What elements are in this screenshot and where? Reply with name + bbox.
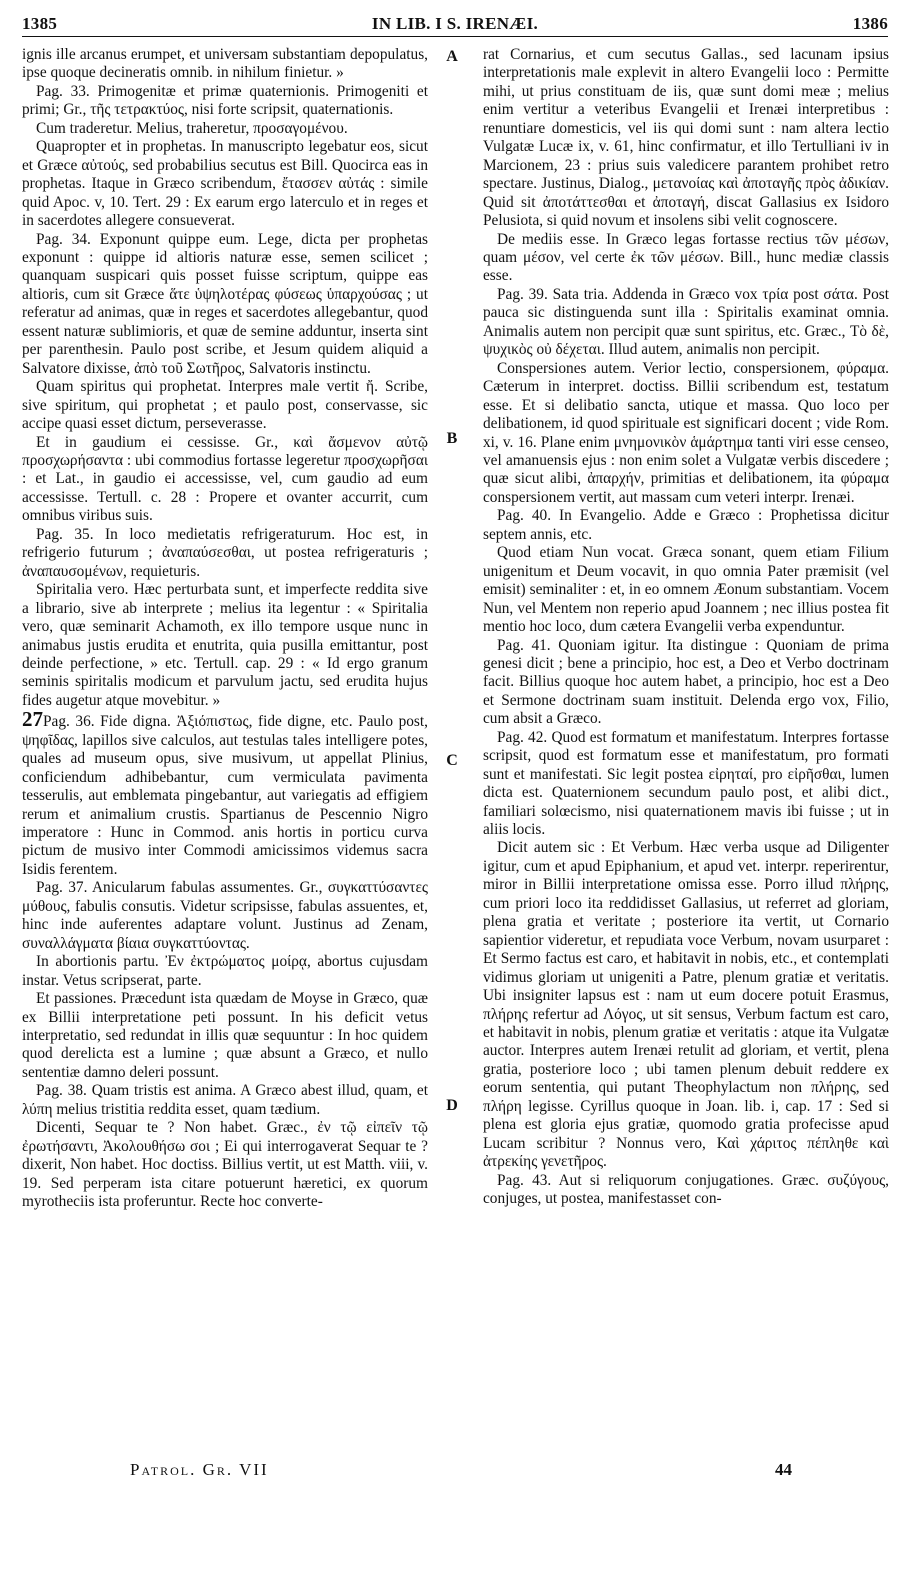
paragraph: Et in gaudium ei cessisse. Gr., καὶ ἄσμενον αὐτῷ προσχωρήσαντα : ubi commodius fortasse legeretur προσχωρῆσαι : et Lat., in gaudio ei accessisse, vel, cum gaudio ad eum accessisse. Tertull. c. 28 : Propere et ovanter accurrit, cum omnibus viribus suis. xyxy=(22,433,428,525)
page-number-right: 1386 xyxy=(852,14,888,33)
paragraph: Quod etiam Nun vocat. Græca sonant, quem etiam Filium unigenitum et Deum vocavit, in quo omnia Pater præmisit (vel emisit) seminaliter : et, in eo omnem Æonum substantiam. Vocem Nun, vel Mentem non reperio apud Joannem ; nec illius postea fit mentio hoc loco, dum cætera Evangelii verba expenduntur. xyxy=(483,544,889,636)
paragraph: Dicenti, Sequar te ? Non habet. Græc., ἐν τῷ εἰπεῖν τῷ ἐρωτήσαντι, Ἀκολουθήσω σοι ; Ei qui interrogaverat Sequar te ? dixerit, Non habet. Hoc doctiss. Billius vertit, ut est Matth. viii, v. 19. Sed perperam ista citare potuerunt hæretici, ex quorum myrotheciis ista proferuntur. Recte hoc converte- xyxy=(22,1119,428,1211)
paragraph: Pag. 33. Primogenitæ et primæ quaternionis. Primogeniti et primi; Gr., τῆς τετρακτύος, nisi forte scripsit, quaternationis. xyxy=(22,82,428,119)
running-header xyxy=(22,14,888,37)
paragraph: Pag. 42. Quod est formatum et manifestatum. Interpres fortasse scripsit, quod est formatum esse et manifestatum, pro formati sunt et manifestati. Sic legit postea εἰρηταί, pro εἰρῆσθαι, lumen dicta est. Quaternionem secundum paulo post, et alibi dict., familiari solœcismo, nisi quaternationem mavis ibi fuisse ; ut in aliis locis. xyxy=(483,728,889,839)
margin-marker-b: B xyxy=(446,430,458,447)
paragraph: Pag. 35. In loco medietatis refrigeraturum. Hoc est, in refrigerio futurum ; ἀναπαύσεσθαι, ut postea refrigeraturis ; ἀναπαυσομένων, requieturis. xyxy=(22,525,428,580)
paragraph: Spiritalia vero. Hæc perturbata sunt, et imperfecte reddita sive a librario, sive ab interprete ; melius ita legentur : « Spiritalia vero, quæ seminarit Achamoth, ex illo tempore usque nunc in animabus justis erudita et enutrita, quia pusilla emittantur, post deinde perfectione, » etc. Tertull. cap. 29 : « Id ergo granum seminis spiritalis modicum et parvulum jactu, sed erudita hujus fides augetur atque movebitur. » xyxy=(22,581,428,709)
left-column xyxy=(22,46,428,1212)
paragraph: Pag. 40. In Evangelio. Adde e Græco : Prophetissa dicitur septem annis, etc. xyxy=(483,507,889,543)
page-number-left: 1385 xyxy=(22,14,58,33)
paragraph: Pag. 43. Aut si reliquorum conjugationes. Græc. συζύγους, conjuges, ut postea, manifestasset con- xyxy=(483,1171,889,1208)
paragraph: Cum traderetur. Melius, traheretur, προσαγομένου. xyxy=(36,119,348,137)
running-title: IN LIB. I S. IRENÆI. xyxy=(371,14,539,33)
paragraph: rat Cornarius, et cum secutus Gallas., sed lacunam ipsius interpretationis male explevit in altero Evangelii loco : Permitte mihi, ut prius constituam de iis, quæ sunt domi meæ ; melius enim vertitur a veteribus Evangelii et Irenæi interpretibus : renuntiare domesticis, vel iis qui domi sunt : nam altera lectio Vulgatæ Lucæ ix, v. 61, hinc confirmatur, et illo Tertulliani iv in Marcionem, 23 : prius suis valedicere parantem prohibet retro spectare. Justinus, Dialog., μετανοίας καὶ ἀποταγῆς πρὸς ἀδικίαν. Quid sit ἀποτάττεσθαι et ἀποταγή, discat Gallasius ex Isidoro Pelusiota, si quid novum et insolens sibi velit cognoscere. xyxy=(483,46,889,230)
paragraph: ignis ille arcanus erumpet, et universam substantiam depopulatus, ipse quoque decineratis omnib. in nihilum finietur. » xyxy=(22,46,428,82)
paragraph: Conspersiones autem. Verior lectio, conspersionem, φύραμα. Cæterum in interpret. doctiss. Billii scribendum est, testatum esse. Et si delibatio sancta, utique et massa. Quo loco per delibationem, id quod spirituale est significari docent ; vide Rom. xi, v. 16. Plane enim μνημονικὸν ἁμάρτημα tanti viri esse censeo, vel amanuensis ejus : non enim solet a Vulgatæ verbis discedere ; quæ sicut alibi, ἀπαρχήν, primitias et delibationem, ita φύραμα conspersionem vertit, aut massam cum veteri interpr. Irenæi. xyxy=(483,359,889,506)
paragraph: Et passiones. Præcedunt ista quædam de Moyse in Græco, quæ ex Billii interpretatione peti possunt. In his deficit vetus interpretatio, sed redundat in illis quæ sequuntur : In hoc quidem quod derelicta est a lumine ; quæ absunt a Græco, et nullo sententiæ damno deleri possunt. xyxy=(22,990,428,1081)
paragraph: Quapropter et in prophetas. In manuscripto legebatur eos, sicut et Græce αὐτούς, sed probabilius secutus est Bill. Quocirca eas in prophetas. Itaque in Græco scribendum, ἔτασσεν αὐτάς : simile quid Apoc. v, 10. Tert. 29 : Ex earum ergo laterculo et in reges et in sacerdotes allegere consueverat. xyxy=(22,138,428,230)
margin-marker-a: A xyxy=(446,48,458,65)
paragraph: Pag. 38. Quam tristis est anima. A Græco abest illud, quam, et λύπη melius tristitia reddita esset, quam tædium. xyxy=(22,1082,428,1118)
footer-signature: 44 xyxy=(775,1460,792,1479)
paragraph-with-column-number xyxy=(22,707,428,879)
paragraph: Quam spiritus qui prophetat. Interpres male vertit ἤ. Scribe, sive spiritum, qui prophetat ; et paulo post, conservasse, sic accipe quasi esset dictum, perseverasse. xyxy=(22,378,428,433)
paragraph: De mediis esse. In Græco legas fortasse rectius τῶν μέσων, quam μέσον, vel certe ἐκ τῶν μέσων. Bill., hunc mediæ classis esse. xyxy=(483,230,889,285)
margin-marker-c: C xyxy=(446,752,458,769)
footer-volume: Patrol. Gr. VII xyxy=(130,1460,269,1479)
right-column xyxy=(483,46,889,1209)
paragraph: In abortionis partu. Ἐν ἐκτρώματος μοίρᾳ, abortus cujusdam instar. Vetus scripserat, parte. xyxy=(22,953,428,989)
paragraph: Dicit autem sic : Et Verbum. Hæc verba usque ad Diligenter igitur, cum et apud Epiphanium, et apud vet. interpr. reperirentur, miror in Billii interpretatione omissa esse. Porro illud πλήρης, cum priori loco ita reddidisset Gallasius, ut referret ad gloriam, plena gratia et veritate ; posteriore ita vertit, ut Cornario sapientior videretur, et repudiata voce Verbum, novam usurparet : Et Sermo factus est caro, et habitavit in nobis, etc., et contemplati vidimus gloriam ut unigeniti a Patre, plenum gratiæ et veritatis. Ubi insigniter lapsus est : nam ut eum docere potuit Erasmus, πλήρης refertur ad Λόγος, ut sit sensus, Verbum factum est caro, et habitavit in nobis, plenum gratiæ et veritatis : atque ita Vulgatæ auctor. Interpres autem Irenæi retulit ad gloriam, et vertit, plena gratia, posteriore loco ; ubi tamen plenum debuit reddere ex eorum sententia, qui putant Theophylactum non πλήρης, sed πλήρη legisse. Cyrillus quoque in Joan. lib. i, cap. 17 : Sed si plena est gloria ejus gratiæ, quomodo gratia profecisse apud Lucam scribitur ? Nonnus vero, Καὶ χάριτος πέπληθε καὶ ἀτρεκίης γενετῆρος. xyxy=(483,839,889,1171)
paragraph: Pag. 39. Sata tria. Addenda in Græco vox τρία post σάτα. Post pauca sic distinguenda sunt illa : Spiritalis examinat omnia. Animalis autem non percipit quæ sunt spiritus, etc. Græc., Τὸ δὲ, ψυχικὸς οὐ δέχεται. Illud autem, animalis non percipit. xyxy=(483,285,889,359)
paragraph: Pag. 41. Quoniam igitur. Ita distingue : Quoniam de prima genesi dicit ; bene a principio, hoc est, a Deo et Verbo doctrinam facit. Billius quoque hoc autem habet, a principio, hoc est a Deo et Sermone doctrinam suam instituit. Delenda ergo vox, Filio, cum absit a Græco. xyxy=(483,636,889,728)
paragraph-text: Pag. 36. Fide digna. Ἀξιόπιστως, fide digne, etc. Paulo post, ψηφῖδας, lapillos sive calculos, aut testulas tales intelligere potes, quales ad museum opus, sive musivum, ut appellat Plinius, conficiendum adhibebantur, cum vermiculata pavimenta tesserulis, aut emblemata pingebantur, aut variegatis ad effigiem rerum et animalium crustis. Spartianus de Pescennio Nigro imperatore : Hunc in Commod. anis hortis in porticu curva pictum de musivo inter Commodi amicissimos videmus sacra Isidis ferentem. xyxy=(22,713,428,878)
margin-marker-d: D xyxy=(446,1097,458,1114)
paragraph: Pag. 34. Exponunt quippe eum. Lege, dicta per prophetas exponunt : quippe id altioris naturæ esse, semen scilicet ; quanquam suspicari quis posset fuisse scriptum, quippe eas altioris, cum sit Græce ἅτε ὑψηλοτέρας φύσεως ὑπαρχούσας ; ut referatur ad animas, quæ in reges et sacerdotes allegebantur, quod essent naturæ sublimioris, et quæ de semine adduntur, inserta sint per parenthesin. Paulo post scribe, et Jesum quidem aliquid a Salvatore dixisse, ἀπὸ τοῦ Σωτῆρος, Salvatoris instinctu. xyxy=(22,230,428,377)
paragraph: Pag. 37. Anicularum fabulas assumentes. Gr., συγκαττύσαντες μύθους, fabulis consutis. Videtur scripsisse, fabulas assuentes, et, hinc inde auferentes adaptare volunt. Justinus ad Zenam, συναλλάγματα βίαια συγκαττύοντας. xyxy=(22,879,428,952)
column-number: 27 xyxy=(22,707,43,732)
